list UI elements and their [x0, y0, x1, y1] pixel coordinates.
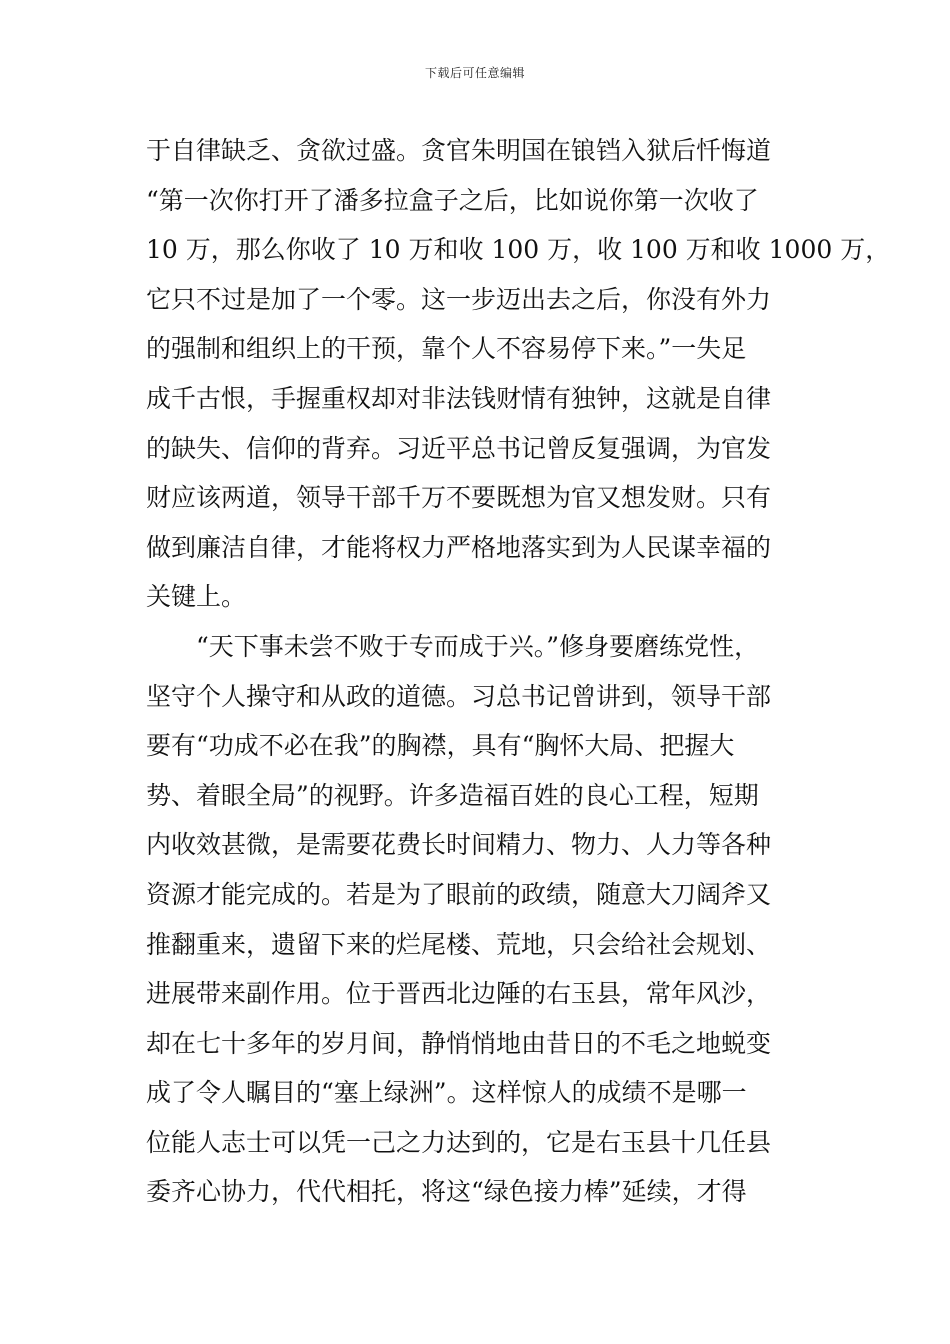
text-line: 财应该两道，领导干部千万不要既想为官又想发财。只有	[146, 483, 772, 513]
text-line: 内收效甚微，是需要花费长时间精力、物力、人力等各种	[146, 830, 772, 860]
text-line: 位能人志士可以凭一己之力达到的，它是右玉县十几任县	[146, 1127, 772, 1157]
text-line: 做到廉洁自律，才能将权力严格地落实到为人民谋幸福的	[146, 532, 772, 562]
text-line: 坚守个人操守和从政的道德。习总书记曾讲到，领导干部	[146, 681, 772, 711]
text-line: 委齐心协力，代代相托，将这“绿色接力棒”延续，才得	[146, 1177, 747, 1207]
text-line: 成了令人瞩目的“塞上绿洲”。这样惊人的成绩不是哪一	[146, 1078, 747, 1108]
header-note: 下载后可任意编辑	[424, 66, 525, 80]
text-line: 10 万，那么你收了 10 万和收 100 万，收 100 万和收 1000 万，	[146, 235, 891, 265]
text-line: 势、着眼全局”的视野。许多造福百姓的良心工程，短期	[146, 780, 759, 810]
text-line: 要有“功成不必在我”的胸襟，具有“胸怀大局、把握大	[146, 731, 735, 761]
text-line: 关键上。	[146, 582, 247, 612]
body-text	[146, 126, 891, 1217]
text-line: 进展带来副作用。位于晋西北边陲的右玉县，常年风沙，	[146, 979, 772, 1009]
text-line: 于自律缺乏、贪欲过盛。贪官朱明国在锒铛入狱后忏悔道	[146, 136, 772, 165]
text-line: 它只不过是加了一个零。这一步迈出去之后，你没有外力	[146, 284, 772, 314]
paragraph-start-line: “天下事未尝不败于专而成于兴。”修身要磨练党性，	[196, 631, 760, 661]
text-line: 却在七十多年的岁月间，静悄悄地由昔日的不毛之地蜕变	[146, 1028, 772, 1058]
text-line: 的强制和组织上的干预，靠个人不容易停下来。”一失足	[146, 334, 747, 364]
text-line: 推翻重来，遗留下来的烂尾楼、荒地，只会给社会规划、	[146, 929, 772, 959]
text-line: “第一次你打开了潘多拉盒子之后，比如说你第一次收了	[146, 185, 759, 215]
text-line: 资源才能完成的。若是为了眼前的政绩，随意大刀阔斧又	[146, 879, 772, 909]
text-line: 的缺失、信仰的背弃。习近平总书记曾反复强调，为官发	[146, 433, 772, 463]
text-line: 成千古恨，手握重权却对非法钱财情有独钟，这就是自律	[146, 383, 772, 413]
